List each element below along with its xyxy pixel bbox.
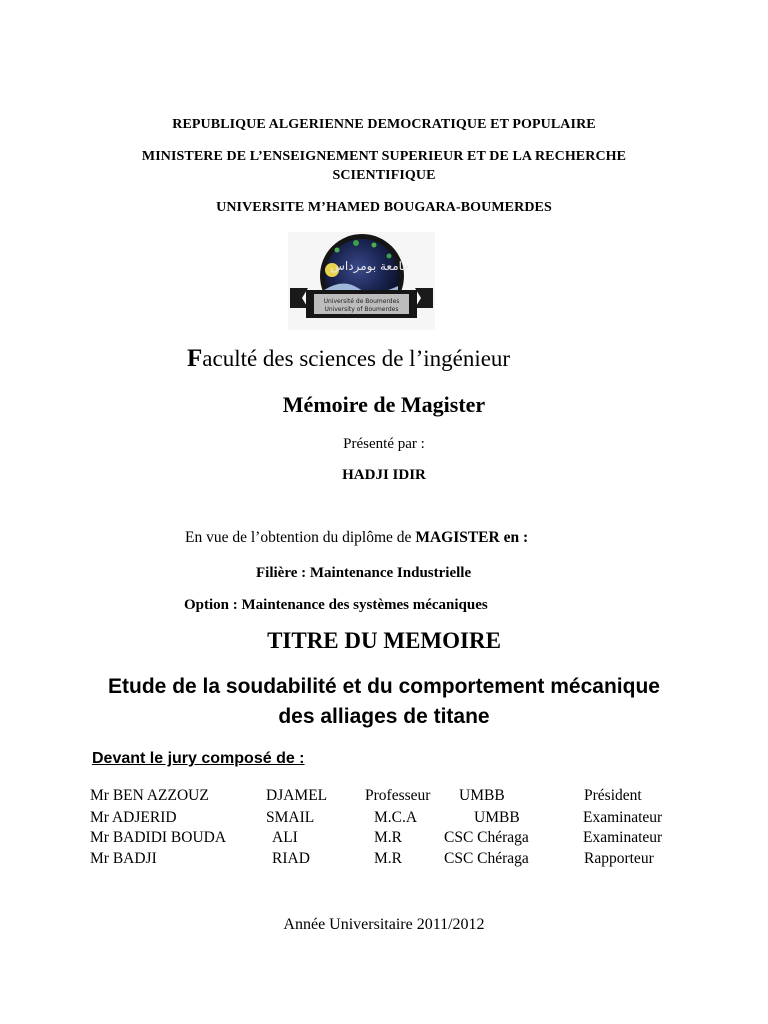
jury-member-institution: UMBB: [474, 809, 520, 826]
jury-member-firstname: RIAD: [272, 850, 310, 867]
jury-member-firstname: ALI: [272, 829, 298, 846]
ministry-heading-line2: SCIENTIFIQUE: [332, 168, 436, 183]
jury-member-lastname: Mr BADJI: [90, 850, 157, 867]
jury-member-role: Examinateur: [583, 829, 663, 846]
banner-text-line2: University of Boumerdes: [324, 306, 399, 313]
diploma-degree: MAGISTER: [415, 529, 500, 546]
academic-year: Année Universitaire 2011/2012: [283, 916, 485, 933]
jury-member-firstname: DJAMEL: [266, 787, 328, 804]
jury-member-lastname: Mr ADJERID: [90, 809, 177, 826]
republic-heading: REPUBLIQUE ALGERIENNE DEMOCRATIQUE ET POPULAIRE: [172, 117, 596, 132]
jury-member-firstname: SMAIL: [266, 809, 315, 826]
jury-member-lastname: Mr BADIDI BOUDA: [90, 829, 227, 846]
thesis-title-label: TITRE DU MEMOIRE: [267, 628, 501, 653]
jury-member-institution: UMBB: [459, 787, 505, 804]
faculty-rest: aculté des sciences de l’ingénieur: [202, 346, 511, 371]
jury-member-grade: Professeur: [365, 787, 431, 804]
option-line: Option : Maintenance des systèmes mécaniques: [184, 597, 488, 613]
university-heading: UNIVERSITE M’HAMED BOUGARA-BOUMERDES: [216, 200, 552, 215]
jury-member-institution: CSC Chéraga: [444, 850, 529, 867]
jury-heading: Devant le jury composé de :: [92, 750, 305, 767]
jury-member-grade: M.R: [374, 850, 402, 867]
faculty-initial: F: [187, 345, 203, 372]
jury-member-role: Examinateur: [583, 809, 663, 826]
presented-by-label: Présenté par :: [343, 436, 425, 452]
memoire-title: Mémoire de Magister: [282, 392, 486, 417]
arabic-lettering: جامعة بومرداس: [330, 259, 410, 273]
diploma-prefix: En vue de l’obtention du diplôme de: [185, 529, 416, 546]
jury-member-role: Président: [584, 787, 642, 804]
jury-member-institution: CSC Chéraga: [444, 829, 529, 846]
jury-member-grade: M.C.A: [374, 809, 418, 826]
university-seal-logo: [288, 232, 435, 330]
banner-text-line1: Université de Boumerdes: [323, 298, 400, 305]
faculty-title: [187, 345, 510, 373]
thesis-subject-line2: des alliages de titane: [278, 705, 490, 728]
diploma-suffix: en :: [499, 529, 529, 546]
thesis-subject-line1: Etude de la soudabilité et du comportement mécanique: [108, 675, 660, 698]
jury-member-role: Rapporteur: [584, 850, 654, 867]
diploma-statement: [185, 529, 528, 547]
ministry-heading-line1: MINISTERE DE L’ENSEIGNEMENT SUPERIEUR ET DE LA RECHERCHE: [141, 149, 627, 164]
jury-member-grade: M.R: [374, 829, 402, 846]
filiere-line: Filière : Maintenance Industrielle: [256, 565, 472, 581]
jury-member-lastname: Mr BEN AZZOUZ: [90, 787, 209, 804]
author-name: HADJI IDIR: [342, 467, 426, 483]
